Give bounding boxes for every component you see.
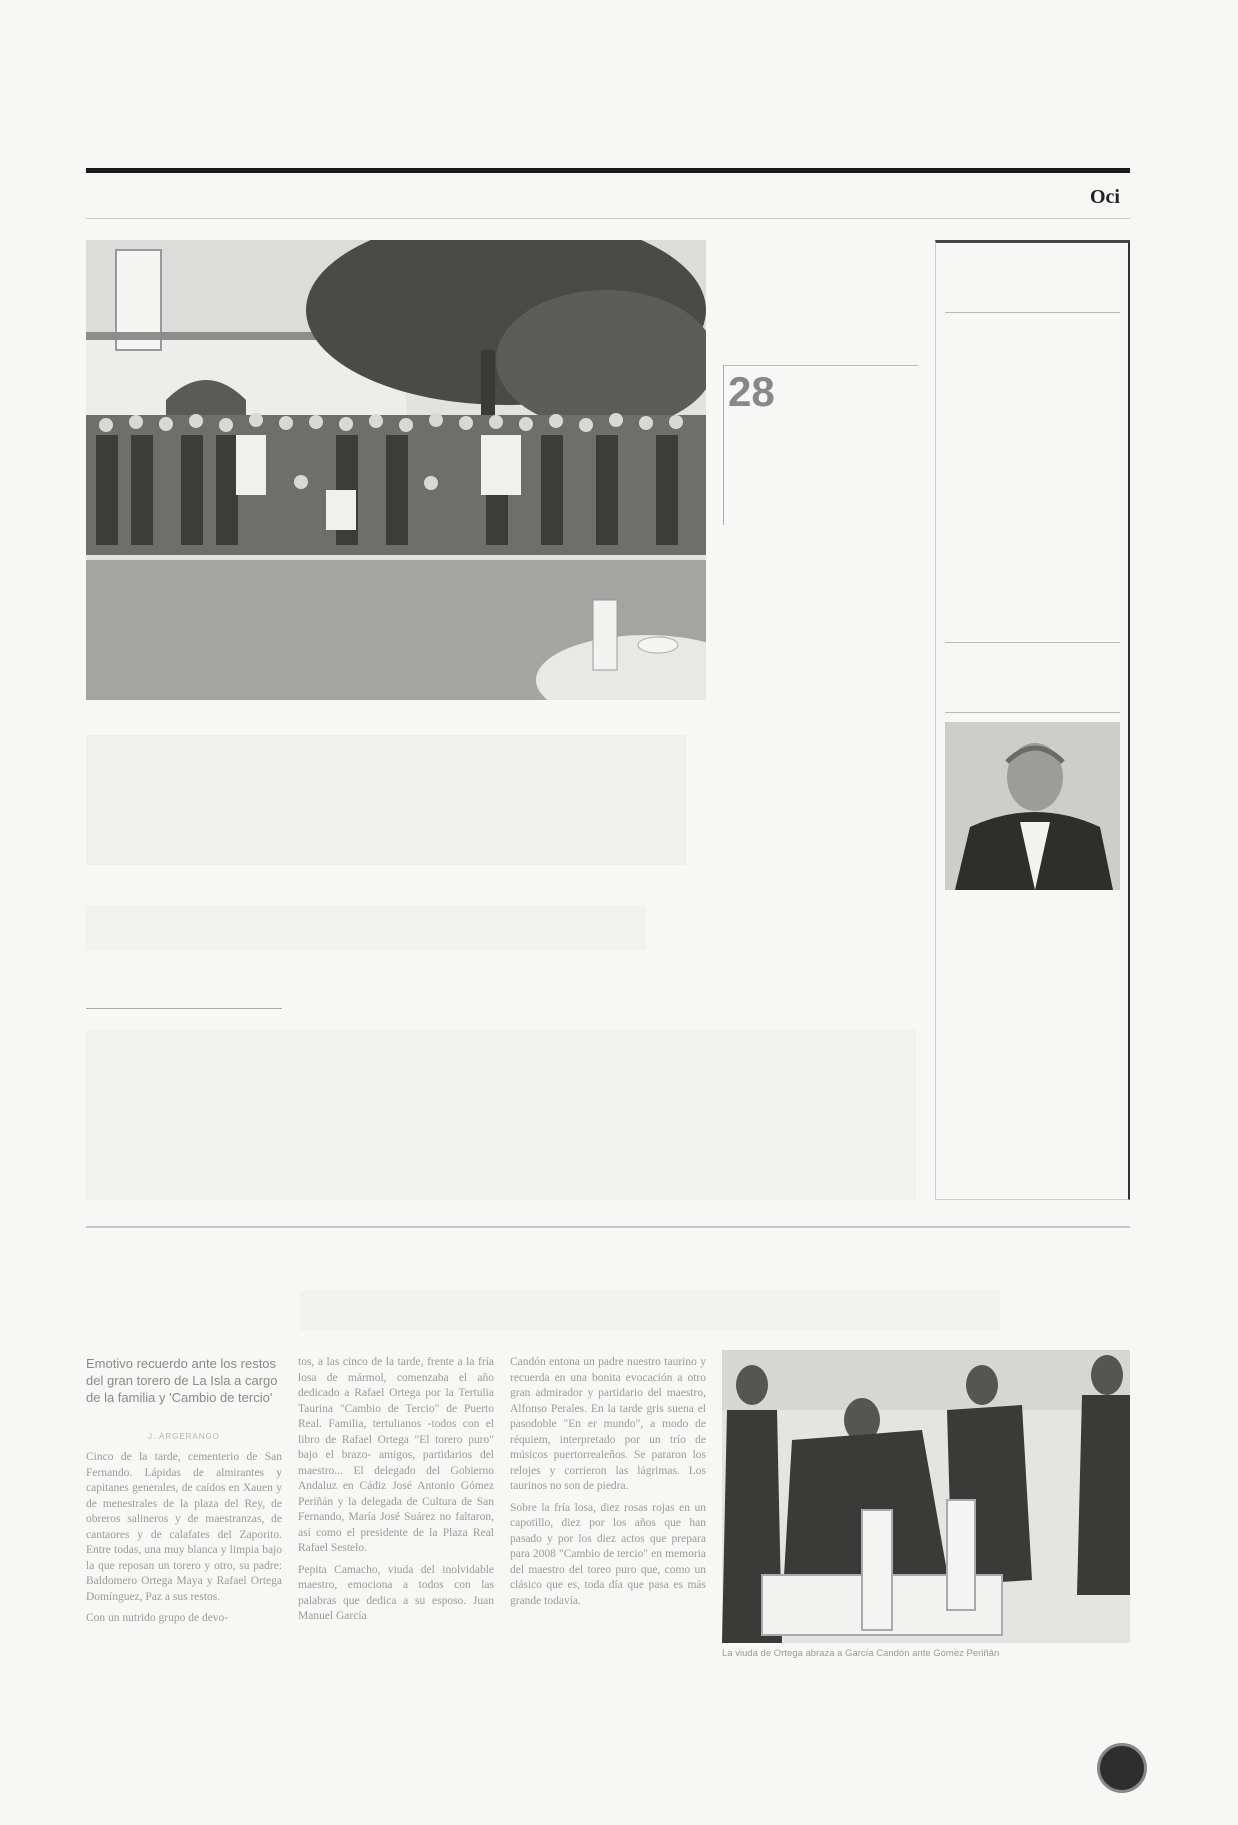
ghost-bottom-headline — [300, 1290, 1000, 1330]
sidebar-rule-3 — [945, 712, 1120, 713]
section-tag: Oci — [1090, 186, 1120, 208]
page-number: 28 — [728, 368, 775, 415]
article-lead: Emotivo recuerdo ante los restos del gran torero de La Isla a cargo de la familia y 'Cambio de tercio' — [86, 1356, 278, 1405]
col1-paragraph: Cinco de la tarde, cementerio de San Fernando. Lápidas de almirantes y capitanes generales, de caídos en Xauen y de menestrales de la plaza del Rey, de obreros salineros y de maestranzas, de cantaores y de calafates del Zaporito. Entre todas, una muy blanca y limpia bajo la que reposan un torero y otro, su padre: Baldomero Ortega Maya y Rafael Ortega Domínguez, Paz a sus restos. — [86, 1451, 282, 1603]
sidebar-rule-2 — [945, 642, 1120, 643]
section-short-rule — [86, 1008, 282, 1009]
ghost-text-block — [86, 1030, 916, 1200]
col2-paragraph: tos, a las cinco de la tarde, frente a la fría losa de mármol, comenzaba el año dedicado a Rafael Ortega por la Tertulia Taurina "Cambio de Tercio" de Puerto Real. Familia, tertulianos -todos con el libro de Rafael Ortega "El torero puro" bajo el brazo- amigos, partidarios del maestro... El delegado del Gobierno Andaluz en Cádiz José Antonio Gómez Periñán y la delegada de Cultura de San Fernando, María José Suárez no faltaron, así como el presidente de la Plaza Real Rafael Sestelo. — [298, 1356, 494, 1554]
col3-paragraph: Candón entona un padre nuestro taurino y recuerda en una bonita evocación a otro gran admirador y partidario del maestro, Alfonso Perales. En la tarde gris suena el pasodoble "En er mundo", a modo de réquiem, interpretado por un trío de músicos puertorrealeños. Se pararon los relojes y corrieron las lágrimas. Los taurinos no son de piedra. — [510, 1356, 706, 1492]
page-number-vrule — [723, 365, 724, 525]
col1-paragraph: Con un nutrido grupo de devo- — [86, 1612, 229, 1624]
publication-logo-icon — [1097, 1743, 1147, 1793]
header-thin-rule — [86, 218, 1130, 219]
cemetery-photo — [722, 1350, 1130, 1643]
sidebar-box — [935, 240, 1130, 1200]
page-number-rule — [723, 365, 918, 366]
sidebar-rule-1 — [945, 312, 1120, 313]
article-column-2 — [298, 1355, 494, 1631]
portrait-photo — [945, 722, 1120, 890]
article-column-1 — [86, 1450, 282, 1633]
ghost-subhead-band — [86, 905, 646, 950]
col3-paragraph: Sobre la fría losa, diez rosas rojas en un capotillo, diez por los años que han pasado y por los diez actos que prepara para 2008 "Cambio de tercio" en memoria del maestro del toreo puro que, como un clásico que es, toda día que pasa es más grande todavía. — [510, 1501, 706, 1607]
section-divider — [86, 1226, 1130, 1228]
article-column-3 — [510, 1355, 706, 1615]
ghost-headline-band — [86, 735, 686, 865]
group-photo-illustration — [86, 240, 706, 700]
portrait-illustration — [945, 722, 1120, 890]
header-rule — [86, 168, 1130, 173]
cemetery-illustration — [722, 1350, 1130, 1643]
article-byline: J. ARGERANGO — [147, 1432, 220, 1441]
group-photo — [86, 240, 706, 700]
col2-paragraph: Pepita Camacho, viuda del inolvidable maestro, emociona a todos con las palabras que dedica a su esposo. Juan Manuel García — [298, 1563, 494, 1622]
photo-caption: La viuda de Ortega abraza a García Candón ante Gómez Periñán — [722, 1648, 1000, 1659]
